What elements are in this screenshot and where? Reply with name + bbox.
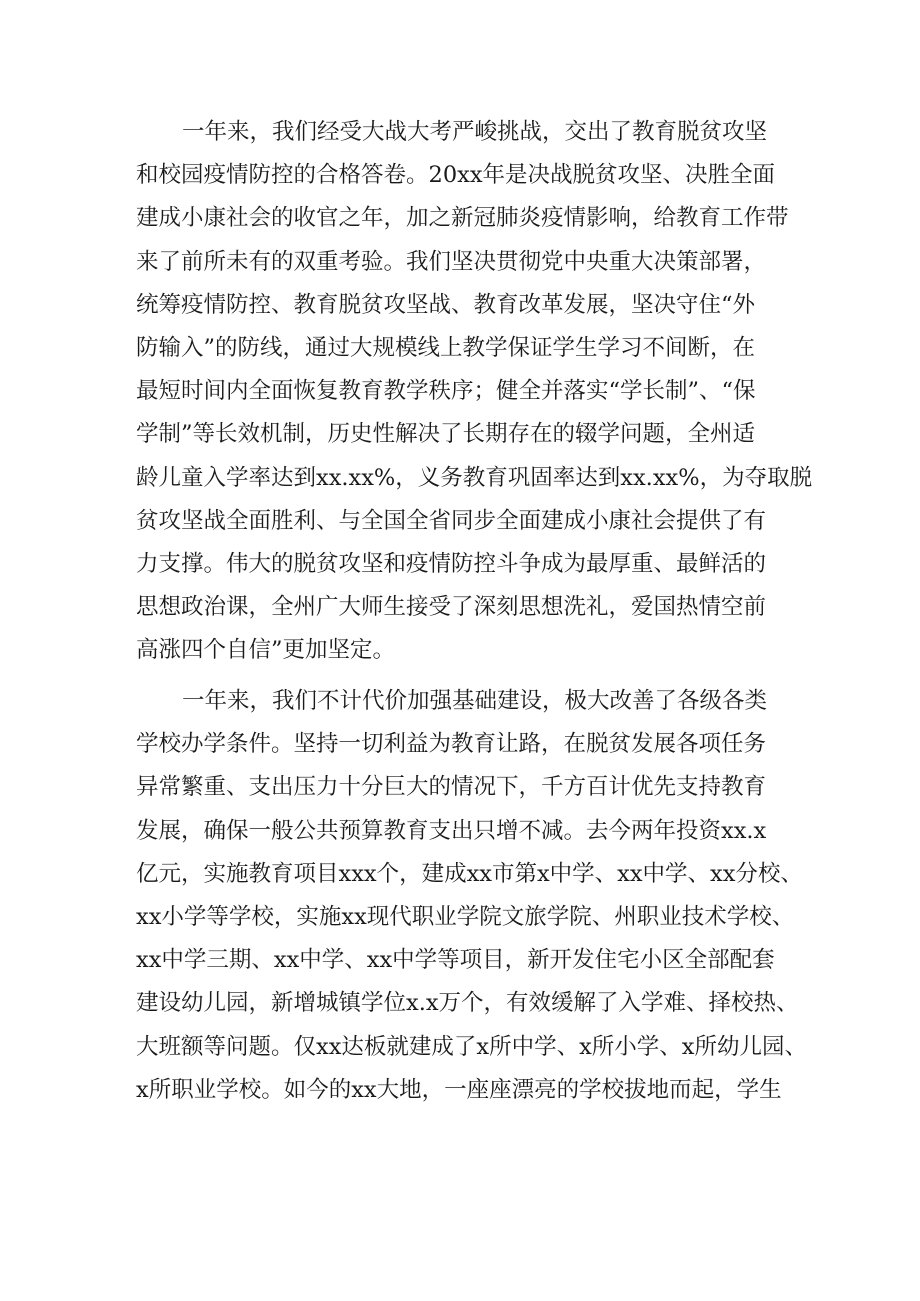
text-line: xx小学等学校，实施xx现代职业学院文旅学院、州职业技术学校、 bbox=[136, 903, 795, 930]
text-line: 防输入”的防线，通过大规模线上教学保证学生学习不间断，在 bbox=[136, 334, 756, 361]
text-line: 高涨四个自信”更加坚定。 bbox=[136, 637, 396, 664]
text-line: 学制”等长效机制，历史性解决了长期存在的辍学问题，全州适 bbox=[136, 421, 756, 448]
paragraph-2 bbox=[136, 680, 807, 1112]
text-line: 来了前所未有的双重考验。我们坚决贯彻党中央重大决策部署， bbox=[136, 248, 767, 275]
text-line: 一年来，我们不计代价加强基础建设，极大改善了各级各类 bbox=[182, 688, 768, 714]
text-line: 和校园疫情防控的合格答卷。20xx年是决战脱贫攻坚、决胜全面 bbox=[136, 162, 776, 189]
text-line: 发展，确保一般公共预算教育支出只增不减。去今两年投资xx.x bbox=[136, 817, 767, 844]
text-line: 建成小康社会的收官之年，加之新冠肺炎疫情影响，给教育工作带 bbox=[136, 205, 789, 232]
text-line: 统筹疫情防控、教育脱贫攻坚战、教育改革发展，坚决守住“外 bbox=[136, 291, 756, 318]
text-line: 最短时间内全面恢复教育教学秩序；健全并落实“学长制”、“保 bbox=[136, 378, 756, 405]
text-line: 亿元，实施教育项目xxx个，建成xx市第x中学、xx中学、xx分校、 bbox=[136, 860, 803, 887]
text-line: xx中学三期、xx中学、xx中学等项目，新开发住宅小区全部配套 bbox=[136, 947, 775, 974]
paragraph-1 bbox=[136, 111, 813, 672]
text-line: 一年来，我们经受大战大考严峻挑战，交出了教育脱贫攻坚 bbox=[182, 119, 768, 145]
text-line: 贫攻坚战全面胜利、与全国全省同步全面建成小康社会提供了有 bbox=[136, 507, 767, 534]
text-line: 龄儿童入学率达到xx.xx%，义务教育巩固率达到xx.xx%，为夺取脱 bbox=[136, 464, 813, 491]
text-line: 思想政治课，全州广大师生接受了深刻思想洗礼，爱国热情空前 bbox=[136, 594, 767, 621]
text-line: x所职业学校。如今的xx大地，一座座漂亮的学校拔地而起，学生 bbox=[136, 1076, 782, 1103]
text-line: 大班额等问题。仅xx达板就建成了x所中学、x所小学、x所幼儿园、 bbox=[136, 1033, 807, 1060]
text-line: 建设幼儿园，新增城镇学位x.x万个，有效缓解了入学难、择校热、 bbox=[136, 990, 799, 1017]
text-line: 学校办学条件。坚持一切利益为教育让路，在脱贫发展各项任务 bbox=[136, 731, 767, 758]
text-line: 异常繁重、支出压力十分巨大的情况下，千方百计优先支持教育 bbox=[136, 774, 767, 801]
text-line: 力支撑。伟大的脱贫攻坚和疫情防控斗争成为最厚重、最鲜活的 bbox=[136, 550, 767, 577]
